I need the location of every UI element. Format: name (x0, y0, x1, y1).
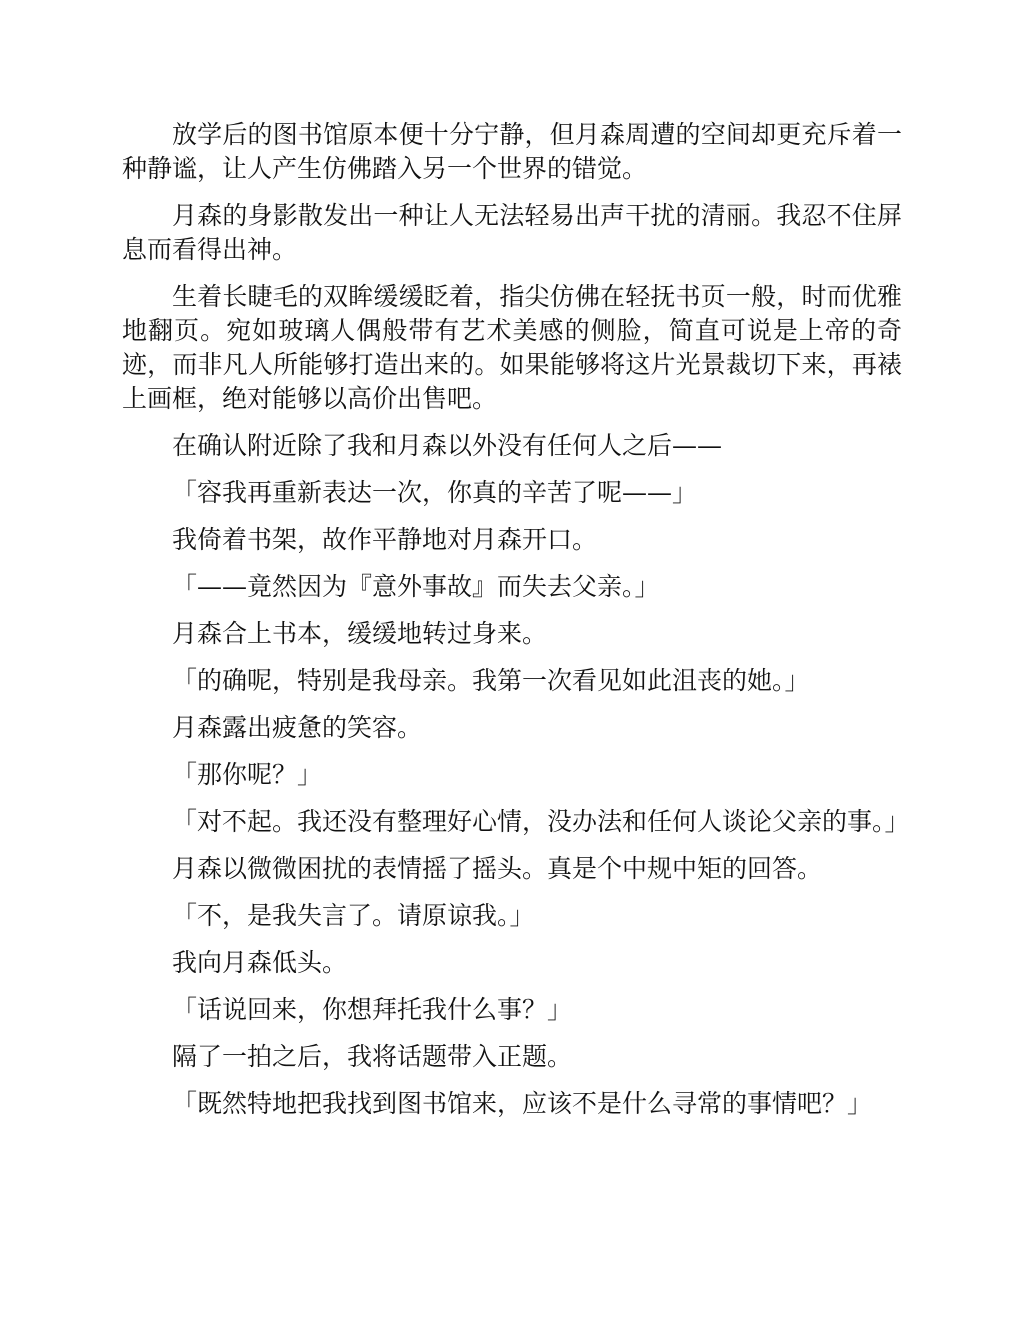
dialogue-line-8: 「既然特地把我找到图书馆来，应该不是什么寻常的事情吧？」 (172, 1089, 873, 1118)
dialogue-line-4: 「那你呢？」 (172, 760, 323, 789)
paragraph-7: 月森露出疲惫的笑容。 (172, 713, 423, 742)
dialogue-line-1: 「容我再重新表达一次，你真的辛苦了呢——」 (172, 478, 698, 507)
paragraph-10: 隔了一拍之后，我将话题带入正题。 (172, 1042, 573, 1071)
dialogue-line-3: 「的确呢，特别是我母亲。我第一次看见如此沮丧的她。」 (172, 666, 810, 695)
paragraph-6: 月森合上书本，缓缓地转过身来。 (172, 619, 548, 648)
dialogue-line-2: 「——竟然因为『意外事故』而失去父亲。」 (172, 572, 660, 601)
paragraph-3: 生着长睫毛的双眸缓缓眨着，指尖仿佛在轻抚书页一般，时而优雅地翻页。宛如玻璃人偶般带有艺术美感的侧脸，简直可说是上帝的奇迹，而非凡人所能够打造出来的。如果能够将这片光景裁切下来，再裱上画框，绝对能够以高价出售吧。 (122, 282, 902, 413)
paragraph-8: 月森以微微困扰的表情摇了摇头。真是个中规中矩的回答。 (172, 854, 823, 883)
paragraph-4: 在确认附近除了我和月森以外没有任何人之后—— (172, 431, 723, 460)
paragraph-5: 我倚着书架，故作平静地对月森开口。 (172, 525, 598, 554)
paragraph-2: 月森的身影散发出一种让人无法轻易出声干扰的清丽。我忍不住屏息而看得出神。 (122, 201, 902, 264)
page-body (122, 118, 910, 1121)
dialogue-line-5: 「对不起。我还没有整理好心情，没办法和任何人谈论父亲的事。」 (172, 807, 910, 836)
paragraph-1: 放学后的图书馆原本便十分宁静，但月森周遭的空间却更充斥着一种静谧，让人产生仿佛踏入另一个世界的错觉。 (122, 120, 902, 183)
dialogue-line-6: 「不，是我失言了。请原谅我。」 (172, 901, 535, 930)
paragraph-9: 我向月森低头。 (172, 948, 348, 977)
dialogue-line-7: 「话说回来，你想拜托我什么事？」 (172, 995, 573, 1024)
